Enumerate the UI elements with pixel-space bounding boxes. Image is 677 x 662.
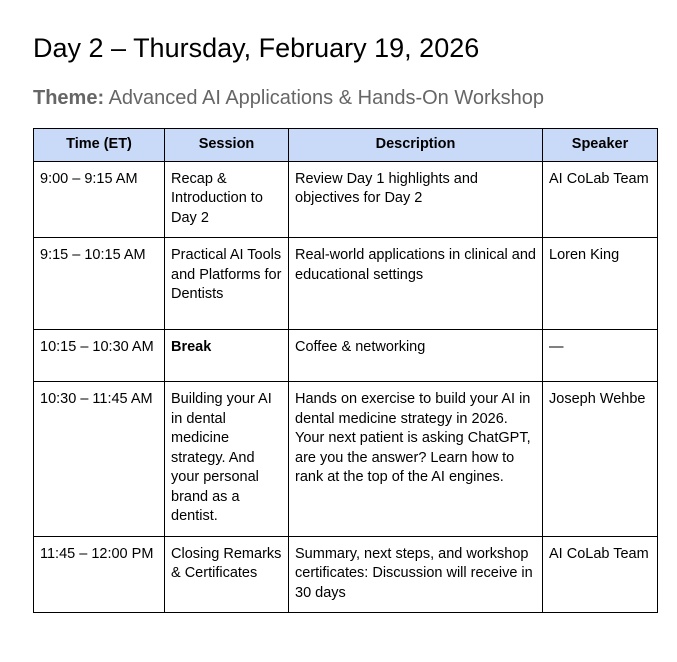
- cell-time: 10:30 – 11:45 AM: [34, 382, 165, 537]
- column-header-session: Session: [165, 129, 289, 162]
- schedule-table: [33, 128, 658, 613]
- column-header-time: Time (ET): [34, 129, 165, 162]
- table-row: [34, 382, 658, 537]
- cell-description: Coffee & networking: [289, 330, 543, 382]
- cell-description: Summary, next steps, and workshop certificates: Discussion will receive in 30 days: [289, 536, 543, 613]
- document-page: [33, 30, 657, 613]
- cell-speaker: —: [543, 330, 658, 382]
- cell-speaker: AI CoLab Team: [543, 161, 658, 238]
- column-header-description: Description: [289, 129, 543, 162]
- cell-session: Building your AI in dental medicine strategy. And your personal brand as a dentist.: [165, 382, 289, 537]
- cell-time: 9:00 – 9:15 AM: [34, 161, 165, 238]
- cell-description: Real-world applications in clinical and educational settings: [289, 238, 543, 330]
- cell-time: 11:45 – 12:00 PM: [34, 536, 165, 613]
- cell-speaker: Joseph Wehbe: [543, 382, 658, 537]
- cell-time: 10:15 – 10:30 AM: [34, 330, 165, 382]
- table-row: [34, 536, 658, 613]
- theme-text: Advanced AI Applications & Hands-On Workshop: [108, 87, 545, 109]
- table-row: [34, 238, 658, 330]
- table-row: [34, 330, 658, 382]
- cell-time: 9:15 – 10:15 AM: [34, 238, 165, 330]
- cell-description: Hands on exercise to build your AI in dental medicine strategy in 2026. Your next patient is asking ChatGPT, are you the answer? Learn how to rank at the top of the AI engines.: [289, 382, 543, 537]
- cell-speaker: Loren King: [543, 238, 658, 330]
- theme-label: Theme:: [33, 87, 105, 109]
- cell-session: Closing Remarks & Certificates: [165, 536, 289, 613]
- theme-line: [33, 85, 657, 111]
- cell-session: Break: [165, 330, 289, 382]
- page-title: Day 2 – Thursday, February 19, 2026: [33, 33, 480, 63]
- cell-session: Recap & Introduction to Day 2: [165, 161, 289, 238]
- cell-speaker: AI CoLab Team: [543, 536, 658, 613]
- table-header-row: [34, 129, 658, 162]
- table-row: [34, 161, 658, 238]
- cell-description: Review Day 1 highlights and objectives for Day 2: [289, 161, 543, 238]
- cell-session: Practical AI Tools and Platforms for Dentists: [165, 238, 289, 330]
- column-header-speaker: Speaker: [543, 129, 658, 162]
